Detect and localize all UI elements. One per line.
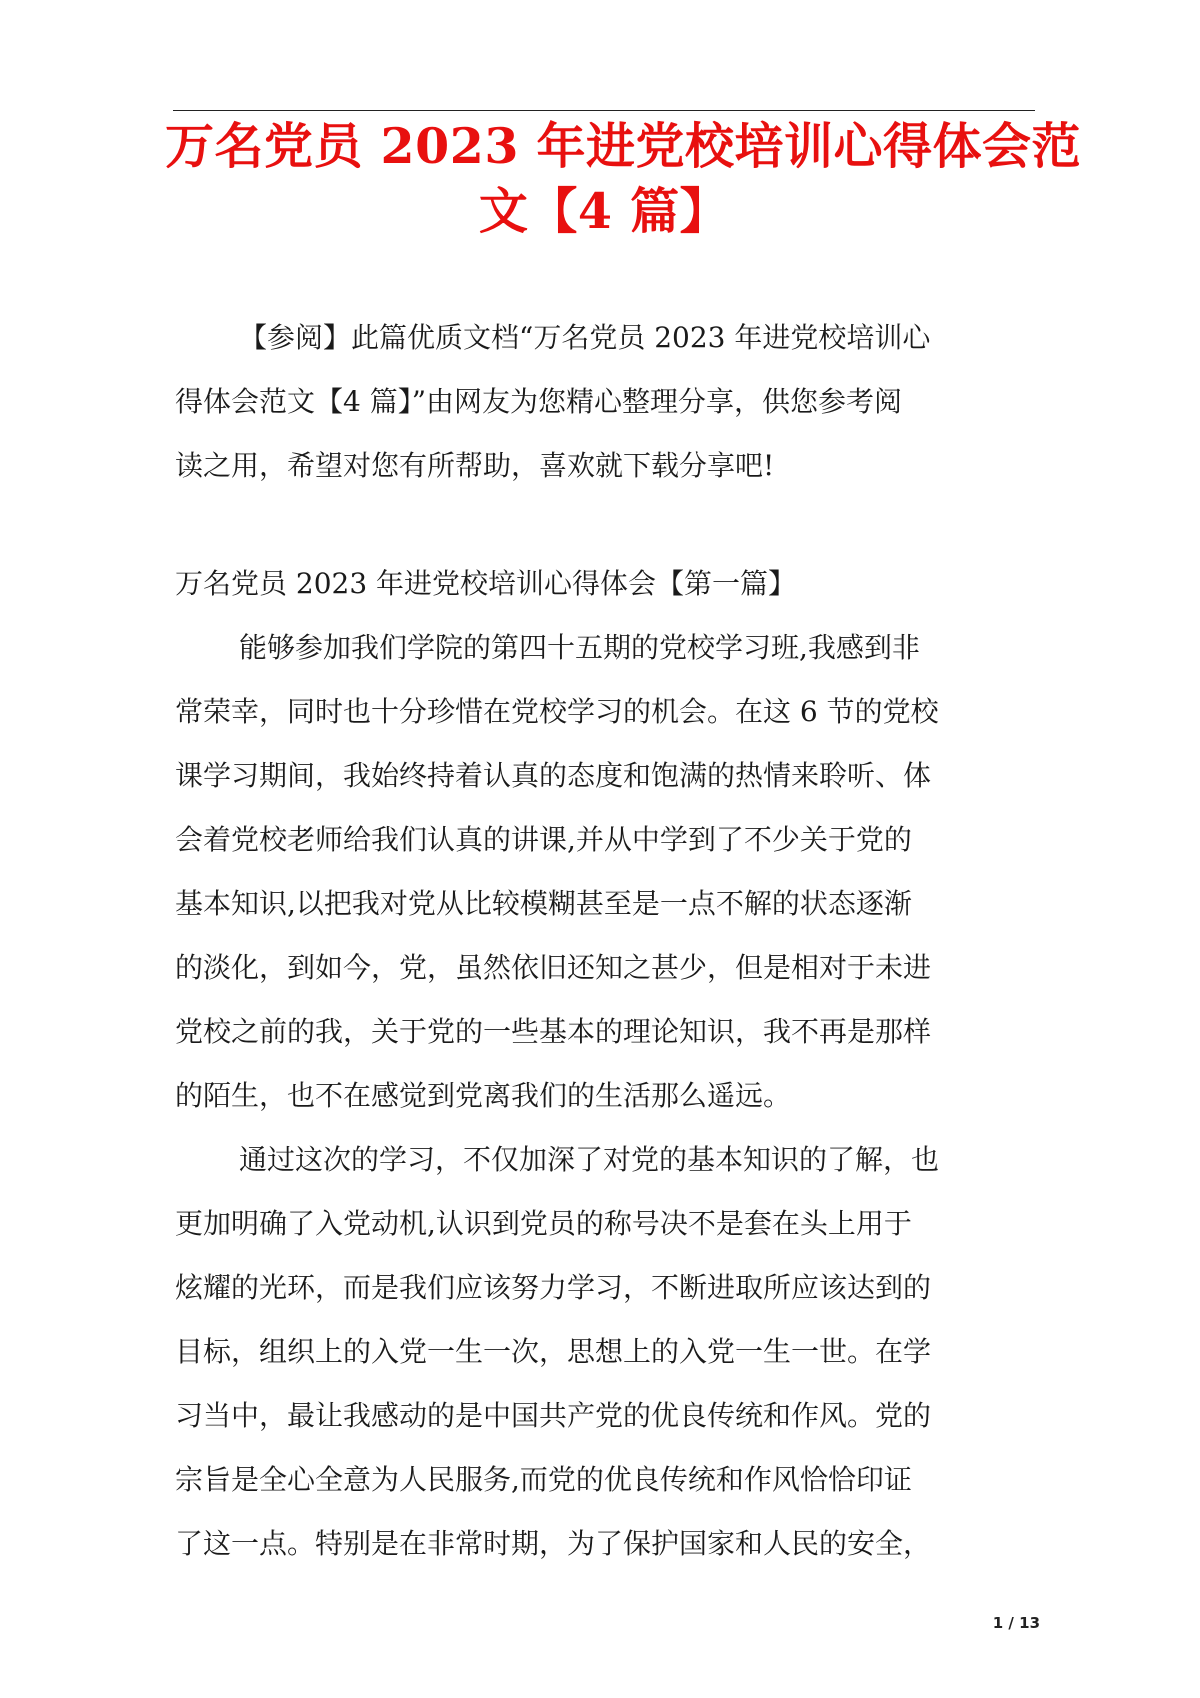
- paragraph-line: 课学习期间，我始终持着认真的态度和饱满的热情来聆听、体: [175, 759, 932, 792]
- paragraph-line: 了这一点。特别是在非常时期，为了保护国家和人民的安全，: [175, 1527, 932, 1560]
- paragraph-line: 能够参加我们学院的第四十五期的党校学习班,我感到非: [239, 631, 920, 664]
- paragraph-line: 党校之前的我，关于党的一些基本的理论知识，我不再是那样: [175, 1015, 932, 1048]
- paragraph-line: 会着党校老师给我们认真的讲课,并从中学到了不少关于党的: [175, 823, 912, 856]
- title-line: 万名党员 2023 年进党校培训心得体会范: [165, 117, 1081, 175]
- paragraph-line: 宗旨是全心全意为人民服务,而党的优良传统和作风恰恰印证: [175, 1463, 912, 1496]
- paragraph-line: 更加明确了入党动机,认识到党员的称号决不是套在头上用于: [175, 1207, 912, 1240]
- header-rule: [173, 110, 1035, 111]
- paragraph-line: 的陌生，也不在感觉到党离我们的生活那么遥远。: [175, 1079, 792, 1112]
- intro-paragraph: [175, 306, 1035, 498]
- paragraph-line: 常荣幸，同时也十分珍惜在党校学习的机会。在这 6 节的党校: [175, 695, 939, 728]
- section-heading-text: 万名党员 2023 年进党校培训心得体会【第一篇】: [175, 567, 797, 600]
- title-line: 文【4 篇】: [478, 182, 730, 240]
- paragraph-two: [175, 1128, 1035, 1576]
- paragraph-one: [175, 616, 1035, 1128]
- section-heading: [175, 552, 1035, 616]
- page-indicator: 1 / 13: [992, 1614, 1040, 1632]
- intro-line: 读之用，希望对您有所帮助，喜欢就下载分享吧!: [175, 449, 775, 482]
- document-title: [165, 114, 1081, 244]
- paragraph-line: 炫耀的光环，而是我们应该努力学习，不断进取所应该达到的: [175, 1271, 932, 1304]
- paragraph-line: 目标，组织上的入党一生一次，思想上的入党一生一世。在学: [175, 1335, 932, 1368]
- paragraph-line: 的淡化，到如今，党，虽然依旧还知之甚少，但是相对于未进: [175, 951, 932, 984]
- paragraph-line: 基本知识,以把我对党从比较模糊甚至是一点不解的状态逐渐: [175, 887, 912, 920]
- paragraph-line: 通过这次的学习，不仅加深了对党的基本知识的了解，也: [239, 1143, 940, 1176]
- intro-line: 【参阅】此篇优质文档“万名党员 2023 年进党校培训心: [239, 321, 931, 354]
- intro-line: 得体会范文【4 篇】”由网友为您精心整理分享，供您参考阅: [175, 385, 903, 418]
- paragraph-line: 习当中，最让我感动的是中国共产党的优良传统和作风。党的: [175, 1399, 932, 1432]
